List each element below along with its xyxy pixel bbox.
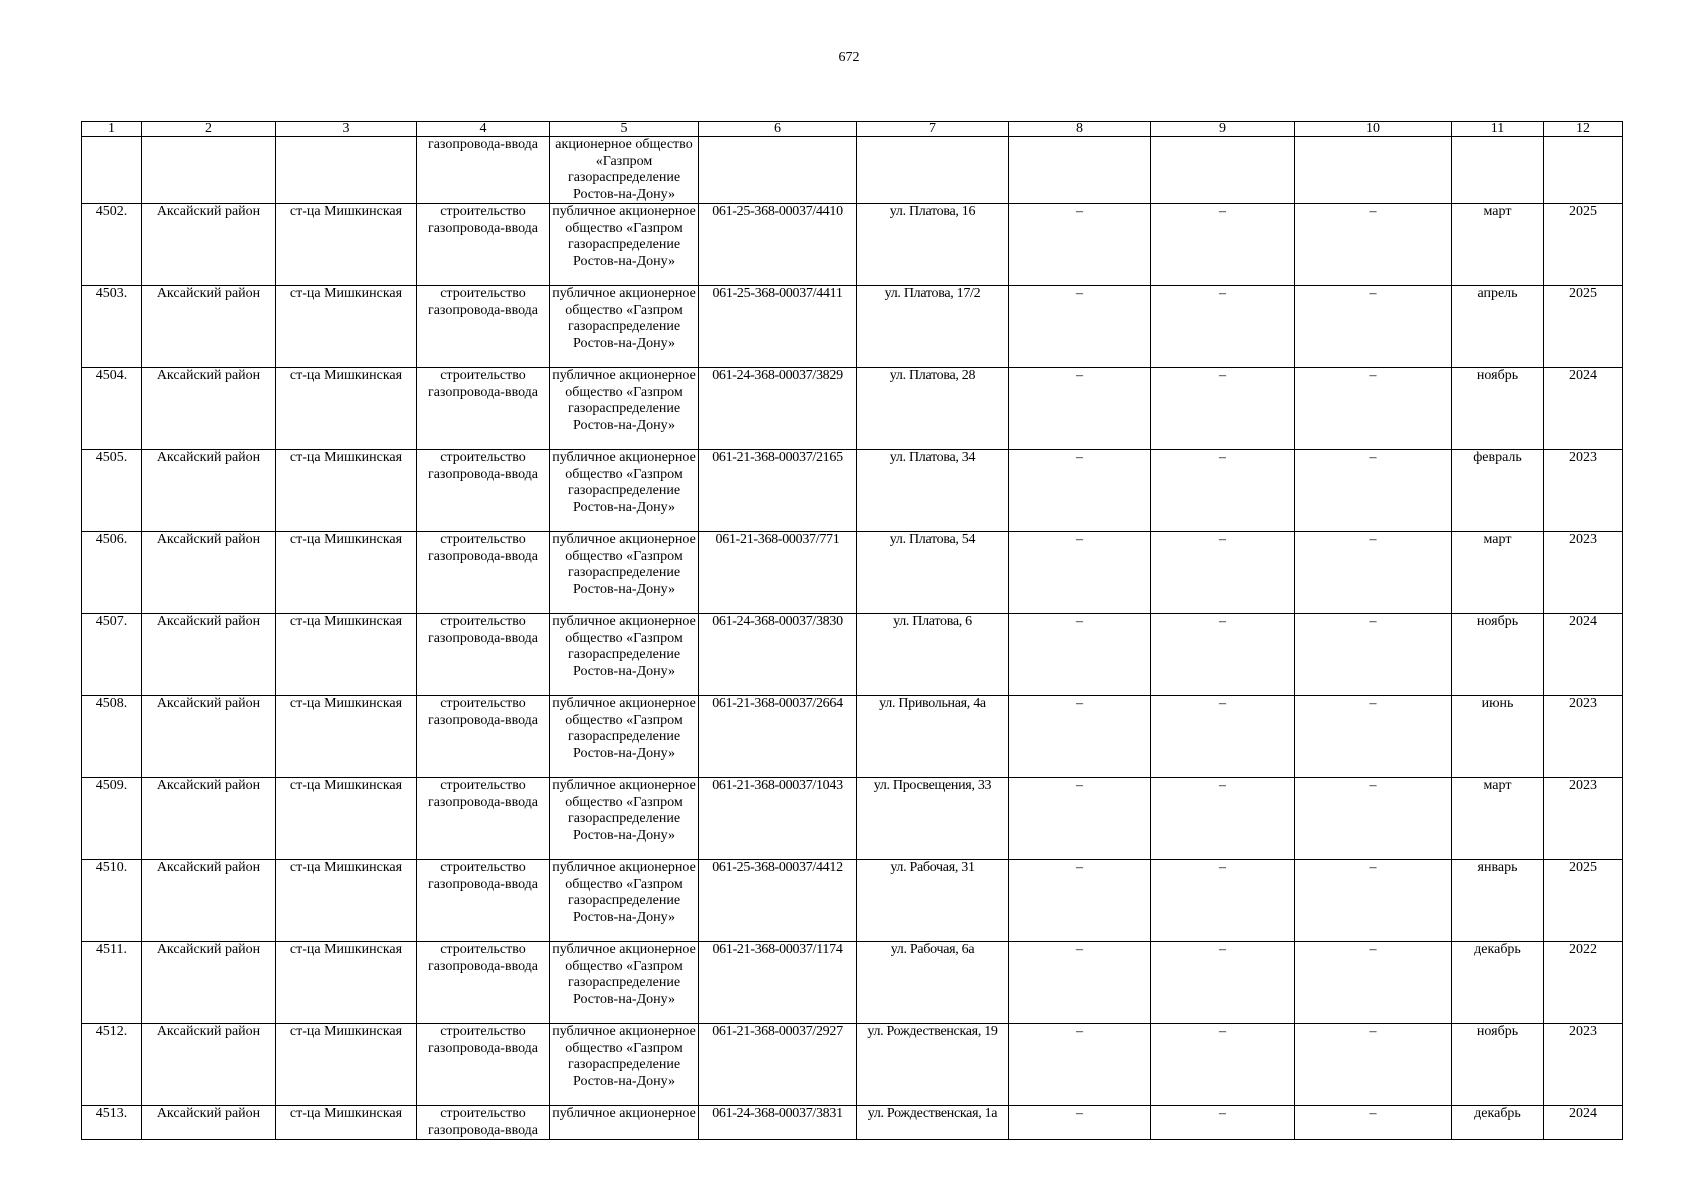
cell-col10: – bbox=[1295, 450, 1452, 532]
cell-code: 061-21-368-00037/771 bbox=[699, 532, 857, 614]
table-row bbox=[82, 778, 1623, 860]
cell-month: ноябрь bbox=[1452, 368, 1544, 450]
cell-empty bbox=[82, 137, 142, 204]
cell-work: газопровода-ввода bbox=[417, 137, 550, 204]
cell-col8: – bbox=[1009, 1024, 1151, 1106]
cell-organization: публичное акционерное общество «Газпром газораспределение Ростов-на-Дону» bbox=[550, 204, 699, 286]
cell-col8: – bbox=[1009, 942, 1151, 1024]
cell-year: 2025 bbox=[1544, 860, 1623, 942]
cell-address: ул. Рождественская, 19 bbox=[857, 1024, 1009, 1106]
cell-address: ул. Платова, 16 bbox=[857, 204, 1009, 286]
column-number: 4 bbox=[417, 122, 550, 137]
cell-row-number: 4512. bbox=[82, 1024, 142, 1106]
cell-work: строительство газопровода-ввода bbox=[417, 1106, 550, 1140]
cell-col9: – bbox=[1151, 860, 1295, 942]
cell-district: Аксайский район bbox=[142, 204, 276, 286]
cell-locality: ст-ца Мишкинская bbox=[276, 860, 417, 942]
cell-month: март bbox=[1452, 778, 1544, 860]
cell-organization: публичное акционерное общество «Газпром газораспределение Ростов-на-Дону» bbox=[550, 286, 699, 368]
cell-code: 061-21-368-00037/2664 bbox=[699, 696, 857, 778]
cell-code: 061-25-368-00037/4412 bbox=[699, 860, 857, 942]
cell-code: 061-24-368-00037/3830 bbox=[699, 614, 857, 696]
cell-row-number: 4504. bbox=[82, 368, 142, 450]
cell-code: 061-21-368-00037/2927 bbox=[699, 1024, 857, 1106]
cell-row-number: 4511. bbox=[82, 942, 142, 1024]
cell-row-number: 4507. bbox=[82, 614, 142, 696]
cell-col10: – bbox=[1295, 286, 1452, 368]
cell-year: 2023 bbox=[1544, 696, 1623, 778]
cell-row-number: 4510. bbox=[82, 860, 142, 942]
cell-col9: – bbox=[1151, 450, 1295, 532]
column-number: 1 bbox=[82, 122, 142, 137]
cell-work: строительство газопровода-ввода bbox=[417, 1024, 550, 1106]
cell-row-number: 4505. bbox=[82, 450, 142, 532]
cell-address: ул. Рождественская, 1а bbox=[857, 1106, 1009, 1140]
cell-code: 061-21-368-00037/1043 bbox=[699, 778, 857, 860]
cell-month: декабрь bbox=[1452, 942, 1544, 1024]
table-row bbox=[82, 450, 1623, 532]
column-number-row bbox=[82, 122, 1623, 137]
cell-locality: ст-ца Мишкинская bbox=[276, 942, 417, 1024]
table-row bbox=[82, 532, 1623, 614]
cell-locality: ст-ца Мишкинская bbox=[276, 368, 417, 450]
cell-col9: – bbox=[1151, 614, 1295, 696]
registry-table bbox=[81, 121, 1623, 1140]
cell-col10: – bbox=[1295, 696, 1452, 778]
cell-col8: – bbox=[1009, 860, 1151, 942]
column-number: 11 bbox=[1452, 122, 1544, 137]
cell-code: 061-25-368-00037/4411 bbox=[699, 286, 857, 368]
cell-work: строительство газопровода-ввода bbox=[417, 450, 550, 532]
cell-year: 2025 bbox=[1544, 204, 1623, 286]
cell-month: июнь bbox=[1452, 696, 1544, 778]
cell-address: ул. Привольная, 4а bbox=[857, 696, 1009, 778]
column-number: 5 bbox=[550, 122, 699, 137]
cell-month: ноябрь bbox=[1452, 614, 1544, 696]
cell-locality: ст-ца Мишкинская bbox=[276, 204, 417, 286]
cell-month: март bbox=[1452, 532, 1544, 614]
cell-col9: – bbox=[1151, 204, 1295, 286]
cell-col9: – bbox=[1151, 286, 1295, 368]
cell-code: 061-21-368-00037/1174 bbox=[699, 942, 857, 1024]
continuation-row bbox=[82, 137, 1623, 204]
table-row bbox=[82, 204, 1623, 286]
cell-row-number: 4508. bbox=[82, 696, 142, 778]
cell-col10: – bbox=[1295, 1106, 1452, 1140]
cell-work: строительство газопровода-ввода bbox=[417, 696, 550, 778]
cell-month: ноябрь bbox=[1452, 1024, 1544, 1106]
cell-year: 2024 bbox=[1544, 1106, 1623, 1140]
cell-col8: – bbox=[1009, 778, 1151, 860]
cell-district: Аксайский район bbox=[142, 778, 276, 860]
cell-organization: акционерное общество «Газпром газораспределение Ростов-на-Дону» bbox=[550, 137, 699, 204]
cell-col10: – bbox=[1295, 1024, 1452, 1106]
column-number: 2 bbox=[142, 122, 276, 137]
cell-address: ул. Платова, 17/2 bbox=[857, 286, 1009, 368]
cell-code: 061-25-368-00037/4410 bbox=[699, 204, 857, 286]
cell-col9: – bbox=[1151, 368, 1295, 450]
table-row bbox=[82, 696, 1623, 778]
cell-address: ул. Платова, 34 bbox=[857, 450, 1009, 532]
cell-col10: – bbox=[1295, 614, 1452, 696]
cell-row-number: 4503. bbox=[82, 286, 142, 368]
cell-work: строительство газопровода-ввода bbox=[417, 614, 550, 696]
cell-district: Аксайский район bbox=[142, 614, 276, 696]
table-row bbox=[82, 1024, 1623, 1106]
cell-month: февраль bbox=[1452, 450, 1544, 532]
cell-col9: – bbox=[1151, 778, 1295, 860]
cell-row-number: 4509. bbox=[82, 778, 142, 860]
cell-district: Аксайский район bbox=[142, 696, 276, 778]
cell-row-number: 4513. bbox=[82, 1106, 142, 1140]
cell-col8: – bbox=[1009, 614, 1151, 696]
cell-empty bbox=[1151, 137, 1295, 204]
cell-address: ул. Платова, 54 bbox=[857, 532, 1009, 614]
column-number: 9 bbox=[1151, 122, 1295, 137]
cell-district: Аксайский район bbox=[142, 942, 276, 1024]
cell-empty bbox=[1544, 137, 1623, 204]
cell-empty bbox=[1295, 137, 1452, 204]
cell-district: Аксайский район bbox=[142, 860, 276, 942]
cell-work: строительство газопровода-ввода bbox=[417, 778, 550, 860]
cell-code: 061-24-368-00037/3829 bbox=[699, 368, 857, 450]
cell-address: ул. Платова, 6 bbox=[857, 614, 1009, 696]
cell-col8: – bbox=[1009, 286, 1151, 368]
cell-col8: – bbox=[1009, 532, 1151, 614]
cell-code: 061-24-368-00037/3831 bbox=[699, 1106, 857, 1140]
cell-code: 061-21-368-00037/2165 bbox=[699, 450, 857, 532]
cell-row-number: 4502. bbox=[82, 204, 142, 286]
table-row bbox=[82, 286, 1623, 368]
cell-district: Аксайский район bbox=[142, 286, 276, 368]
cell-locality: ст-ца Мишкинская bbox=[276, 286, 417, 368]
cell-district: Аксайский район bbox=[142, 1106, 276, 1140]
cell-empty bbox=[142, 137, 276, 204]
cell-year: 2023 bbox=[1544, 532, 1623, 614]
cell-district: Аксайский район bbox=[142, 532, 276, 614]
cell-year: 2023 bbox=[1544, 450, 1623, 532]
cell-organization: публичное акционерное общество «Газпром газораспределение Ростов-на-Дону» bbox=[550, 696, 699, 778]
table-row bbox=[82, 368, 1623, 450]
cell-month: март bbox=[1452, 204, 1544, 286]
cell-work: строительство газопровода-ввода bbox=[417, 204, 550, 286]
cell-organization: публичное акционерное общество «Газпром газораспределение Ростов-на-Дону» bbox=[550, 368, 699, 450]
cell-year: 2023 bbox=[1544, 1024, 1623, 1106]
cell-address: ул. Просвещения, 33 bbox=[857, 778, 1009, 860]
cell-organization: публичное акционерное общество «Газпром газораспределение Ростов-на-Дону» bbox=[550, 778, 699, 860]
cell-year: 2025 bbox=[1544, 286, 1623, 368]
cell-empty bbox=[276, 137, 417, 204]
cell-col8: – bbox=[1009, 1106, 1151, 1140]
cell-month: декабрь bbox=[1452, 1106, 1544, 1140]
cell-locality: ст-ца Мишкинская bbox=[276, 1024, 417, 1106]
cell-col10: – bbox=[1295, 942, 1452, 1024]
cell-col10: – bbox=[1295, 532, 1452, 614]
cell-work: строительство газопровода-ввода bbox=[417, 368, 550, 450]
cell-col8: – bbox=[1009, 368, 1151, 450]
cell-locality: ст-ца Мишкинская bbox=[276, 1106, 417, 1140]
cell-locality: ст-ца Мишкинская bbox=[276, 696, 417, 778]
cell-col10: – bbox=[1295, 368, 1452, 450]
cell-year: 2024 bbox=[1544, 614, 1623, 696]
cell-col9: – bbox=[1151, 532, 1295, 614]
cell-address: ул. Рабочая, 31 bbox=[857, 860, 1009, 942]
cell-address: ул. Платова, 28 bbox=[857, 368, 1009, 450]
cell-organization: публичное акционерное bbox=[550, 1106, 699, 1140]
cell-month: январь bbox=[1452, 860, 1544, 942]
cell-empty bbox=[1009, 137, 1151, 204]
cell-district: Аксайский район bbox=[142, 450, 276, 532]
cell-year: 2024 bbox=[1544, 368, 1623, 450]
cell-locality: ст-ца Мишкинская bbox=[276, 614, 417, 696]
table-row bbox=[82, 942, 1623, 1024]
cell-organization: публичное акционерное общество «Газпром газораспределение Ростов-на-Дону» bbox=[550, 942, 699, 1024]
cell-work: строительство газопровода-ввода bbox=[417, 286, 550, 368]
table-row bbox=[82, 860, 1623, 942]
cell-district: Аксайский район bbox=[142, 368, 276, 450]
cell-empty bbox=[1452, 137, 1544, 204]
cell-locality: ст-ца Мишкинская bbox=[276, 450, 417, 532]
page-number: 672 bbox=[838, 50, 860, 65]
cell-year: 2022 bbox=[1544, 942, 1623, 1024]
cell-col8: – bbox=[1009, 204, 1151, 286]
column-number: 7 bbox=[857, 122, 1009, 137]
cell-year: 2023 bbox=[1544, 778, 1623, 860]
cell-col10: – bbox=[1295, 204, 1452, 286]
cell-month: апрель bbox=[1452, 286, 1544, 368]
cell-district: Аксайский район bbox=[142, 1024, 276, 1106]
table-row bbox=[82, 1106, 1623, 1140]
cell-col9: – bbox=[1151, 696, 1295, 778]
cell-row-number: 4506. bbox=[82, 532, 142, 614]
cell-empty bbox=[699, 137, 857, 204]
cell-work: строительство газопровода-ввода bbox=[417, 532, 550, 614]
cell-col8: – bbox=[1009, 450, 1151, 532]
cell-work: строительство газопровода-ввода bbox=[417, 860, 550, 942]
cell-organization: публичное акционерное общество «Газпром газораспределение Ростов-на-Дону» bbox=[550, 450, 699, 532]
cell-organization: публичное акционерное общество «Газпром газораспределение Ростов-на-Дону» bbox=[550, 1024, 699, 1106]
cell-locality: ст-ца Мишкинская bbox=[276, 778, 417, 860]
cell-col10: – bbox=[1295, 860, 1452, 942]
cell-col9: – bbox=[1151, 1024, 1295, 1106]
cell-address: ул. Рабочая, 6а bbox=[857, 942, 1009, 1024]
column-number: 12 bbox=[1544, 122, 1623, 137]
column-number: 8 bbox=[1009, 122, 1151, 137]
cell-col8: – bbox=[1009, 696, 1151, 778]
cell-col10: – bbox=[1295, 778, 1452, 860]
cell-col9: – bbox=[1151, 942, 1295, 1024]
cell-empty bbox=[857, 137, 1009, 204]
cell-organization: публичное акционерное общество «Газпром газораспределение Ростов-на-Дону» bbox=[550, 860, 699, 942]
column-number: 6 bbox=[699, 122, 857, 137]
cell-locality: ст-ца Мишкинская bbox=[276, 532, 417, 614]
cell-organization: публичное акционерное общество «Газпром газораспределение Ростов-на-Дону» bbox=[550, 614, 699, 696]
column-number: 10 bbox=[1295, 122, 1452, 137]
cell-organization: публичное акционерное общество «Газпром газораспределение Ростов-на-Дону» bbox=[550, 532, 699, 614]
table-row bbox=[82, 614, 1623, 696]
column-number: 3 bbox=[276, 122, 417, 137]
cell-col9: – bbox=[1151, 1106, 1295, 1140]
cell-work: строительство газопровода-ввода bbox=[417, 942, 550, 1024]
